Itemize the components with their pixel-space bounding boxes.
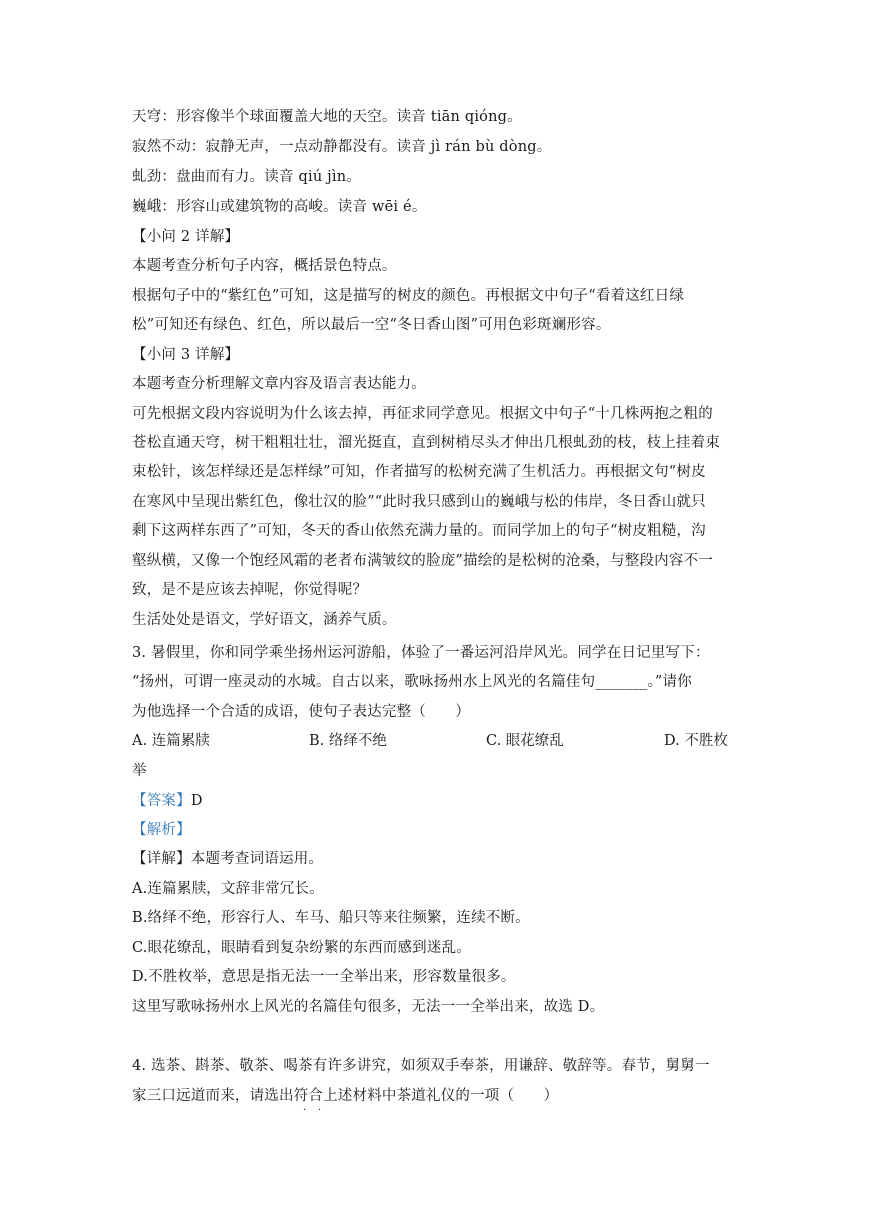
- detail-line: C.眼花缭乱，眼睛看到复杂纷繁的东西而感到迷乱。: [132, 940, 471, 956]
- text-line: 松”可知还有绿色、红色，所以最后一空“冬日香山图”可用色彩斑斓形容。: [132, 317, 611, 333]
- question-3-stem: “扬州，可谓一座灵动的水城。自古以来，歌咏扬州水上风光的名篇佳句_______。”请你: [132, 674, 692, 690]
- question-4-stem: 4. 选茶、斟茶、敬茶、喝茶有许多讲究，如须双手奉茶，用谦辞、敬辞等。春节，舅舅一: [132, 1058, 710, 1074]
- text-line: 本题考查分析理解文章内容及语言表达能力。: [132, 376, 426, 392]
- text-line: 苍松直通天穹，树干粗粗壮壮，溜光挺直，直到树梢尽头才伸出几根虬劲的枝，枝上挂着束: [132, 435, 720, 451]
- detail-line: B.络绎不绝，形容行人、车马、船只等来往频繁，连续不断。: [132, 910, 530, 926]
- text-line: 在寒风中呈现出紫红色，像壮汉的脸”“此时我只感到山的巍峨与松的伟岸，冬日香山就只: [132, 494, 706, 510]
- detail-line: 【详解】本题考查词语运用。: [132, 851, 324, 867]
- question-3-stem: 3. 暑假里，你和同学乘坐扬州运河游船，体验了一番运河沿岸风光。同学在日记里写下：: [132, 645, 710, 661]
- option-c: C. 眼花缭乱: [486, 733, 564, 749]
- option-b: B. 络绎不绝: [309, 733, 387, 749]
- detail-line: 这里写歌咏扬州水上风光的名篇佳句很多，无法一一全举出来，故选 D。: [132, 999, 605, 1015]
- detail-line: A.连篇累牍，文辞非常冗长。: [132, 881, 324, 897]
- answer-line: [132, 791, 203, 811]
- option-d: D. 不胜枚: [664, 733, 728, 749]
- emphasis-dot: ·: [303, 1105, 307, 1116]
- option-d-wrap: 举: [132, 763, 147, 779]
- text-line: 束松针，该怎样绿还是怎样绿”可知，作者描写的松树充满了生机活力。再根据文句“树皮: [132, 464, 706, 480]
- question-3-stem: 为他选择一个合适的成语，使句子表达完整（ ）: [132, 704, 471, 720]
- emphasis-dot: ·: [318, 1105, 322, 1116]
- text-line: 天穹：形容像半个球面覆盖大地的天空。读音 tiān qióng。: [132, 109, 522, 125]
- text-line: 可先根据文段内容说明为什么该去掉，再征求同学意见。根据文中句子“十几株两抱之粗的: [132, 406, 713, 422]
- text-line: 寂然不动：寂静无声，一点动静都没有。读音 jì rán bù dòng。: [132, 139, 552, 155]
- option-a: A. 连篇累牍: [132, 733, 210, 749]
- text-line: 虬劲：盘曲而有力。读音 qiú jìn。: [132, 169, 361, 185]
- answer-value: D: [190, 793, 203, 809]
- text-line: 根据句子中的“紫红色”可知，这是描写的树皮的颜色。再根据文中句子“看着这红日绿: [132, 288, 685, 304]
- section-heading: 【小问 3 详解】: [132, 347, 240, 363]
- text-line: 生活处处是语文，学好语文，涵养气质。: [132, 612, 397, 628]
- text-line: 致，是不是应该去掉呢，你觉得呢？: [132, 582, 368, 598]
- question-4-stem: 家三口远道而来，请选出符合上述材料中茶道礼仪的一项（ ）: [132, 1088, 559, 1104]
- detail-line: D.不胜枚举，意思是指无法一一全举出来，形容数量很多。: [132, 969, 516, 985]
- text-line: 壑纵横，又像一个饱经风霜的老者布满皱纹的脸庞”描绘的是松树的沧桑，与整段内容不一: [132, 553, 713, 569]
- answer-label: 【答案】: [132, 793, 191, 809]
- text-line: 剩下这两样东西了”可知，冬天的香山依然充满力量的。而同学加上的句子“树皮粗糙，沟: [132, 523, 706, 539]
- analysis-label: 【解析】: [132, 822, 191, 838]
- section-heading: 【小问 2 详解】: [132, 229, 240, 245]
- text-line: 本题考查分析句子内容，概括景色特点。: [132, 258, 397, 274]
- text-line: 巍峨：形容山或建筑物的高峻。读音 wēi é。: [132, 199, 427, 215]
